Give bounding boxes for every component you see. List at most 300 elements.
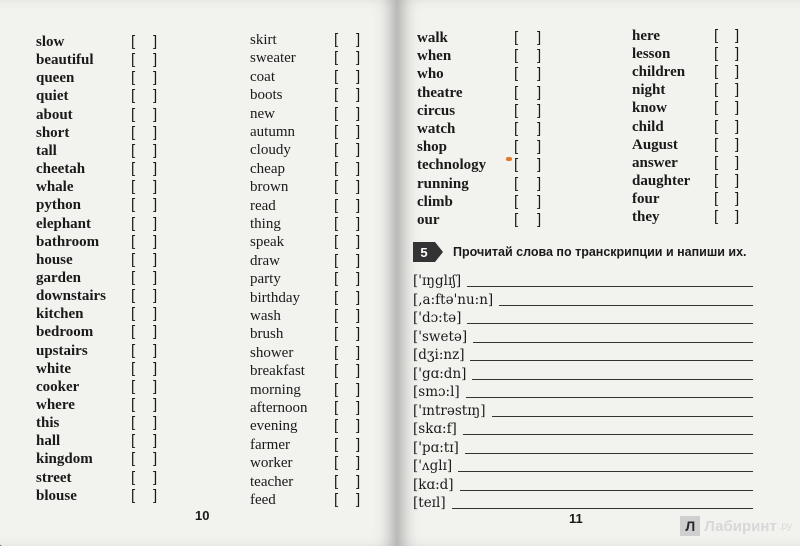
word-row [632,117,740,136]
logo-suffix: .ру [778,520,792,532]
word-row [632,99,740,117]
bracket-open: [ [131,468,136,486]
word-row [417,47,542,65]
word: house [36,251,73,268]
bracket-close: ] [356,417,361,435]
word-row [36,450,158,468]
bracket-close: ] [356,123,361,140]
bracket-close: ] [356,270,361,288]
bracket-close: ] [537,65,542,83]
answer-line[interactable] [460,490,753,491]
word-row [417,211,542,229]
word: birthday [250,289,300,306]
word-row [632,135,740,154]
word-row [250,123,361,141]
bracket-open: [ [131,123,136,141]
bracket-close: ] [537,174,542,192]
word-row [417,174,542,193]
bracket-open: [ [334,123,339,140]
bracket-close: ] [356,233,361,251]
bracket-open: [ [334,31,339,48]
word-row [250,104,361,123]
word: hall [36,433,61,450]
answer-line[interactable] [458,471,753,472]
word-row [632,153,740,172]
word-row [250,31,361,49]
word: evening [250,418,298,435]
bracket-close: ] [153,305,158,323]
transcription-row [413,420,753,438]
exercise-instruction: Прочитай слова по транскрипции и напиши их. [453,245,747,259]
word: climb [417,193,453,210]
ink-mark [506,157,512,161]
transcription-text: [smɔ:l] [413,384,460,400]
bracket-open: [ [131,414,136,432]
bracket-close: ] [153,359,158,377]
word: whale [36,179,74,196]
bracket-close: ] [153,123,158,141]
bracket-open: [ [714,99,719,117]
bracket-close: ] [153,414,158,432]
word: skirt [250,32,277,48]
word: technology [417,157,487,174]
word-row [250,233,361,251]
bracket-open: [ [334,178,339,196]
bracket-close: ] [356,86,361,104]
word-row [250,307,361,325]
word: brush [250,326,284,343]
word-row [250,196,361,215]
bracket-close: ] [537,83,542,101]
bracket-open: [ [131,105,136,123]
transcription-text: ['ʌglɪ] [413,458,453,474]
word: bedroom [36,324,94,341]
word-row [250,141,361,159]
bracket-close: ] [356,472,361,490]
logo-text: Лабиринт [704,517,777,535]
word: autumn [250,124,295,140]
word: beautiful [36,52,94,69]
bracket-open: [ [131,377,136,395]
bracket-close: ] [735,81,740,99]
bracket-close: ] [153,105,158,123]
transcription-text: ['swetə] [413,328,468,345]
bracket-open: [ [514,174,519,192]
word: morning [250,381,301,398]
word-row [632,189,740,208]
bracket-close: ] [356,362,361,380]
exercise-header [413,242,747,262]
bracket-open: [ [334,141,339,159]
word: watch [417,121,456,137]
transcription-text: ['ɪŋglɪʃ] [413,273,462,289]
word-row [632,27,740,45]
bracket-close: ] [735,208,740,225]
bracket-open: [ [514,83,519,101]
answer-line[interactable] [466,397,753,398]
watermark-logo [680,516,792,536]
transcription-text: [,a:ftə'nu:n] [413,291,494,308]
word-row [36,287,158,305]
word: wash [250,308,281,324]
word-row [632,63,740,81]
word-row [250,435,361,454]
word: short [36,124,70,141]
word-row [417,192,542,211]
word-row [417,29,542,47]
word: new [250,105,275,122]
word-row [250,343,361,362]
word-row [36,141,158,160]
bracket-close: ] [735,117,740,135]
word: sweater [250,50,296,67]
word: read [250,197,276,214]
transcription-row [413,383,753,401]
word-row [36,341,158,360]
word-row [36,468,158,487]
bracket-open: [ [514,29,519,46]
word: daughter [632,172,691,189]
word-row [417,101,542,120]
bracket-close: ] [153,87,158,105]
word-row [36,268,158,287]
bracket-open: [ [131,486,136,504]
word-row [36,33,158,51]
bracket-open: [ [514,120,519,137]
word: coat [250,68,275,85]
bracket-open: [ [131,87,136,105]
bracket-open: [ [334,435,339,453]
bracket-close: ] [735,171,740,189]
answer-line[interactable] [473,342,753,343]
bracket-open: [ [131,232,136,250]
transcription-text: [skɑ:f] [413,421,457,437]
bracket-open: [ [131,450,136,468]
answer-line[interactable] [467,286,753,287]
word-row [36,250,158,269]
word-row [632,81,740,99]
word-row [250,159,361,178]
word: python [36,197,82,214]
word-row [250,472,361,491]
word-row [250,454,361,472]
answer-line[interactable] [472,379,753,380]
bracket-close: ] [153,432,158,450]
word: elephant [36,215,92,232]
bracket-close: ] [735,63,740,81]
word-row [36,178,158,196]
bracket-open: [ [131,268,136,286]
logo-icon: Л [680,516,700,536]
bracket-close: ] [537,29,542,46]
word-row [36,359,158,378]
bracket-close: ] [735,135,740,153]
word-row [250,215,361,233]
word: running [417,175,469,192]
word: tall [36,142,57,159]
bracket-close: ] [153,141,158,159]
bracket-close: ] [356,67,361,85]
bracket-open: [ [131,178,136,196]
word-row [36,305,158,323]
word: brown [250,179,289,196]
word: know [632,100,668,117]
bracket-close: ] [356,196,361,214]
transcription-row [413,291,753,309]
page-number-left: 10 [195,508,210,523]
bracket-open: [ [514,192,519,210]
bracket-close: ] [356,159,361,177]
bracket-open: [ [334,307,339,324]
word: circus [417,102,456,119]
bracket-open: [ [334,288,339,306]
word: quiet [36,88,69,105]
bracket-open: [ [714,63,719,81]
word: they [632,209,660,225]
right-page [397,0,800,546]
bracket-open: [ [334,49,339,67]
bracket-close: ] [356,104,361,122]
transcription-row [413,476,753,494]
bracket-close: ] [153,287,158,305]
word: August [632,136,678,153]
word-row [250,325,361,343]
bracket-close: ] [356,380,361,398]
word: bathroom [36,233,100,250]
word-row [36,160,158,178]
bracket-close: ] [735,45,740,63]
bracket-open: [ [131,396,136,413]
bracket-close: ] [537,211,542,228]
bracket-close: ] [356,215,361,232]
word: children [632,64,686,81]
bracket-close: ] [356,251,361,269]
bracket-close: ] [356,454,361,472]
bracket-close: ] [153,232,158,250]
word: afternoon [250,400,308,416]
word-row [417,120,542,138]
word-row [250,178,361,196]
bracket-close: ] [356,31,361,48]
bracket-close: ] [356,491,361,508]
bracket-open: [ [131,432,136,450]
bracket-close: ] [537,47,542,65]
bracket-open: [ [334,215,339,232]
word-row [250,417,361,435]
bracket-close: ] [356,435,361,453]
bracket-close: ] [153,33,158,50]
answer-line[interactable] [463,434,753,435]
word-row [250,67,361,86]
transcription-row [413,328,753,346]
bracket-close: ] [735,189,740,207]
transcription-text: [kɑ:d] [413,476,454,493]
word: about [36,106,73,123]
word: white [36,360,71,377]
bracket-open: [ [334,86,339,104]
word: farmer [250,436,290,453]
bracket-open: [ [131,250,136,268]
word: cooker [36,378,80,395]
bracket-close: ] [153,51,158,69]
word-row [36,87,158,105]
bracket-close: ] [153,486,158,504]
bracket-open: [ [714,27,719,44]
exercise-number-badge: 5 [413,242,435,262]
word-row [36,123,158,142]
word: where [36,397,75,413]
bracket-close: ] [153,214,158,232]
bracket-close: ] [356,178,361,196]
word: night [632,82,666,99]
bracket-open: [ [131,323,136,341]
answer-line[interactable] [470,360,753,361]
bracket-close: ] [537,120,542,137]
bracket-close: ] [153,196,158,214]
bracket-open: [ [334,491,339,508]
word-row [36,396,158,414]
word: boots [250,87,283,104]
word: party [250,271,281,288]
bracket-close: ] [735,27,740,44]
transcription-row [413,365,753,383]
word-row [36,486,158,505]
bracket-open: [ [131,51,136,69]
bracket-open: [ [334,380,339,398]
word: breakfast [250,363,305,380]
transcription-row [413,494,753,512]
word: speak [250,234,285,251]
word: kitchen [36,306,84,323]
word: queen [36,70,75,87]
bracket-open: [ [514,156,519,174]
transcription-row [413,272,753,290]
word-row [250,380,361,399]
word: draw [250,252,280,269]
answer-line[interactable] [492,416,754,417]
bracket-close: ] [153,341,158,359]
bracket-open: [ [334,233,339,251]
word-row [250,251,361,270]
answer-line[interactable] [452,508,753,509]
word: answer [632,154,678,171]
word-row [250,288,361,307]
bracket-open: [ [334,362,339,380]
bracket-close: ] [537,192,542,210]
bracket-close: ] [356,343,361,361]
bracket-close: ] [356,399,361,416]
bracket-open: [ [714,208,719,225]
bracket-open: [ [131,359,136,377]
bracket-open: [ [714,189,719,207]
word-row [36,414,158,432]
answer-line[interactable] [467,323,753,324]
bracket-open: [ [334,67,339,85]
bracket-open: [ [334,104,339,122]
bracket-close: ] [153,396,158,413]
bracket-close: ] [735,153,740,171]
word-row [250,399,361,417]
word: teacher [250,473,294,490]
word-row [36,196,158,214]
bracket-close: ] [153,450,158,468]
word-row [36,214,158,233]
bracket-open: [ [714,81,719,99]
bracket-open: [ [334,399,339,416]
bracket-open: [ [714,171,719,189]
bracket-open: [ [334,196,339,214]
bracket-close: ] [537,138,542,156]
bracket-open: [ [131,69,136,87]
transcription-row [413,457,753,475]
bracket-open: [ [131,341,136,359]
word: garden [36,269,81,286]
word-row [36,105,158,124]
word: kingdom [36,451,93,468]
bracket-open: [ [334,251,339,269]
bracket-open: [ [131,160,136,178]
word: feed [250,492,276,508]
transcription-row [413,346,753,364]
bracket-open: [ [714,135,719,153]
transcription-text: ['pɑ:tɪ] [413,439,459,456]
word-row [250,491,361,509]
bracket-open: [ [514,65,519,83]
bracket-open: [ [334,472,339,490]
answer-line[interactable] [499,305,753,306]
bracket-open: [ [131,305,136,323]
word: thing [250,216,281,232]
bracket-open: [ [334,325,339,343]
word-row [36,232,158,251]
transcription-row [413,402,753,420]
bracket-close: ] [153,178,158,196]
bracket-close: ] [153,160,158,178]
word: four [632,190,660,207]
transcription-text: ['ɪntrəstɪŋ] [413,402,486,419]
word: slow [36,34,65,50]
word-row [417,138,542,156]
word: street [36,469,72,486]
bracket-open: [ [514,138,519,156]
bracket-open: [ [514,47,519,65]
word: shop [417,139,448,156]
bracket-open: [ [714,153,719,171]
bracket-close: ] [537,156,542,174]
transcription-text: ['dɔ:tə] [413,310,462,326]
bracket-open: [ [131,214,136,232]
word: here [632,28,661,44]
word: cheetah [36,161,86,178]
word-row [417,83,542,102]
bracket-close: ] [356,141,361,159]
bracket-open: [ [514,101,519,119]
word-row [417,156,542,174]
bracket-open: [ [334,417,339,435]
answer-line[interactable] [465,453,753,454]
word: this [36,415,60,432]
word: upstairs [36,342,88,359]
bracket-open: [ [714,45,719,63]
transcription-row [413,439,753,457]
word-row [632,208,740,226]
word: shower [250,344,294,361]
word-row [250,49,361,67]
word-row [250,270,361,288]
bracket-open: [ [714,117,719,135]
bracket-close: ] [153,323,158,341]
bracket-open: [ [131,287,136,305]
